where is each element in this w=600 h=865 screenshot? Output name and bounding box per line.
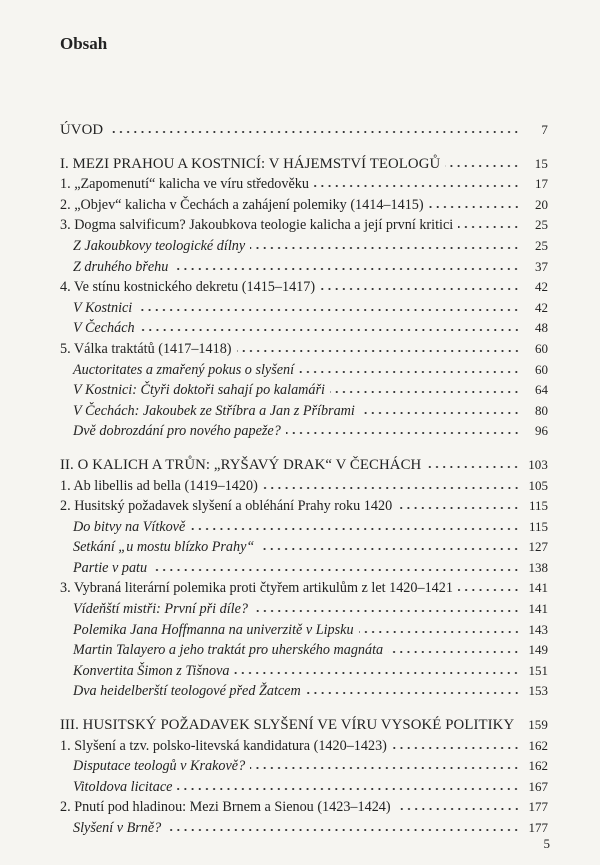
entry-title: I. MEZI PRAHOU A KOSTNICÍ: V HÁJEMSTVÍ TEOLOGŮ [60,155,441,172]
entry-page-number: 60 [535,340,548,356]
dot-leader [445,158,520,168]
toc-subsection-entry [60,599,548,620]
entry-page-number: 25 [535,217,548,233]
dot-leader [250,240,520,250]
entry-title: Vídeňští mistři: První při díle? [73,601,248,618]
entry-title: 4. Ve stínu kostnického dekretu (1415–1417) [60,279,316,296]
entry-title: 2. „Objev“ kalicha v Čechách a zahájení polemiky (1414–1415) [60,196,424,213]
toc-subsection-entry [60,681,548,702]
dot-leader [359,624,520,634]
entry-page-number: 138 [528,559,548,575]
entry-title: Polemika Jana Hoffmanna na univerzitě v Lipsku [73,621,354,638]
dot-leader [253,603,520,613]
toc-subsection-entry [60,777,548,798]
toc-chapter-entry [60,578,548,599]
toc-subsection-entry [60,640,548,661]
toc-chapter-entry [60,195,548,216]
entry-page-number: 151 [528,662,548,678]
dot-leader [330,384,520,394]
entry-page-number: 127 [528,539,548,555]
entry-page-number: 115 [528,498,548,514]
entry-page-number: 20 [535,196,548,212]
dot-leader [458,219,520,229]
entry-title: Martin Talayero a jeho traktát pro uherského magnáta [73,642,384,659]
toc-part-entry [60,120,548,141]
entry-title: Dvě dobrozdání pro nového papeže? [73,423,281,440]
entry-title: V Kostnici [73,299,133,316]
dot-leader [314,178,520,188]
entry-title: Auctoritates a zmařený pokus o slyšení [73,361,295,378]
dot-leader [173,261,520,271]
entry-title: V Čechách [73,320,135,337]
entry-title: Do bitvy na Vítkově [73,518,186,535]
toc-subsection-entry [60,236,548,257]
toc-subsection-entry [60,620,548,641]
dot-leader [259,541,520,551]
toc-subsection-entry [60,818,548,839]
toc-subsection-entry [60,360,548,381]
table-of-contents [60,120,548,839]
dot-leader [360,405,520,415]
dot-leader [388,644,520,654]
page-title: Obsah [60,34,108,53]
entry-page-number: 105 [528,477,548,493]
entry-title: Partie v patu [73,559,148,576]
entry-page-number: 143 [528,621,548,637]
toc-chapter-entry [60,736,548,757]
entry-title: Vitoldova licitace [73,778,173,795]
toc-subsection-entry [60,257,548,278]
toc-chapter-entry [60,797,548,818]
dot-leader [177,781,520,791]
entry-page-number: 149 [528,642,548,658]
entry-page-number: 177 [528,799,548,815]
toc-chapter-entry [60,476,548,497]
entry-page-number: 25 [535,237,548,253]
toc-part-entry [60,154,548,175]
entry-page-number: 42 [535,299,548,315]
toc-subsection-entry [60,421,548,442]
entry-page-number: 115 [528,518,548,534]
entry-title: II. O KALICH A TRŮN: „RYŠAVÝ DRAK“ V ČECHÁCH [60,456,422,473]
dot-leader [286,425,520,435]
entry-title: V Čechách: Jakoubek ze Stříbra a Jan z Příbrami [73,402,355,419]
toc-subsection-entry [60,558,548,579]
dot-leader [263,480,520,490]
entry-title: 2. Husitský požadavek slyšení a obléhání Prahy roku 1420 [60,498,393,515]
dot-leader [234,665,520,675]
toc-subsection-entry [60,298,548,319]
dot-leader [458,582,520,592]
entry-title: 1. Slyšení a tzv. polsko-litevská kandidatura (1420–1423) [60,737,387,754]
entry-title: 3. Vybraná literární polemika proti čtyřem artikulům z let 1420–1421 [60,580,453,597]
entry-page-number: 42 [535,279,548,295]
dot-leader [137,302,520,312]
entry-title: Disputace teologů v Krakově? [73,758,246,775]
entry-page-number: 7 [541,122,548,137]
dot-leader [108,124,520,134]
dot-leader [426,459,520,469]
toc-chapter-entry [60,277,548,298]
entry-page-number: 177 [528,820,548,835]
entry-page-number: 80 [535,402,548,418]
entry-page-number: 64 [535,382,548,398]
entry-page-number: 159 [528,717,548,733]
dot-leader [250,760,520,770]
toc-part-entry [60,715,548,736]
dot-leader [396,801,520,811]
entry-title: Z Jakoubkovy teologické dílny [73,237,246,254]
dot-leader [429,199,520,209]
dot-leader [320,281,520,291]
dot-leader [519,719,520,729]
entry-title: Setkání „u mostu blízko Prahy“ [73,539,255,556]
entry-title: 3. Dogma salvificum? Jakoubkova teologie kalicha a její první kritici [60,217,454,234]
dot-leader [166,822,520,832]
dot-leader [397,500,520,510]
toc-subsection-entry [60,537,548,558]
entry-page-number: 17 [535,176,548,192]
entry-title: Z druhého břehu [73,258,169,275]
toc-subsection-entry [60,401,548,422]
entry-title: 2. Pnutí pod hladinou: Mezi Brnem a Sienou (1423–1424) [60,799,391,816]
entry-page-number: 162 [528,737,548,753]
toc-chapter-entry [60,215,548,236]
entry-page-number: 167 [528,778,548,794]
entry-title: 5. Válka traktátů (1417–1418) [60,340,232,357]
entry-page-number: 162 [528,758,548,774]
toc-chapter-entry [60,174,548,195]
entry-page-number: 37 [535,258,548,274]
entry-page-number: 60 [535,361,548,377]
toc-subsection-entry [60,661,548,682]
entry-title: 1. „Zapomenutí“ kalicha ve víru středověku [60,176,309,193]
entry-page-number: 141 [528,580,548,596]
entry-title: V Kostnici: Čtyři doktoři sahají po kalamáři [73,382,325,399]
toc-part-entry [60,455,548,476]
dot-leader [299,364,520,374]
toc-subsection-entry [60,318,548,339]
entry-title: Slyšení v Brně? [73,820,162,836]
toc-subsection-entry [60,517,548,538]
dot-leader [237,343,520,353]
entry-title: 1. Ab libellis ad bella (1419–1420) [60,477,258,494]
dot-leader [190,521,520,531]
entry-page-number: 141 [528,601,548,617]
entry-page-number: 96 [535,423,548,439]
entry-page-number: 103 [528,456,548,472]
entry-page-number: 48 [535,320,548,336]
entry-page-number: 153 [528,683,548,699]
dot-leader [392,740,520,750]
entry-title: ÚVOD [60,122,104,138]
dot-leader [152,562,520,572]
entry-title: Konvertita Šimon z Tišnova [73,662,230,679]
dot-leader [140,322,520,332]
page-number: 5 [543,836,550,851]
toc-subsection-entry [60,380,548,401]
toc-chapter-entry [60,339,548,360]
toc-subsection-entry [60,756,548,777]
toc-chapter-entry [60,496,548,517]
entry-title: III. HUSITSKÝ POŽADAVEK SLYŠENÍ VE VÍRU VYSOKÉ POLITIKY [60,717,515,734]
dot-leader [306,685,520,695]
entry-title: Dva heidelberští teologové před Žatcem [73,683,301,700]
entry-page-number: 15 [534,155,548,171]
